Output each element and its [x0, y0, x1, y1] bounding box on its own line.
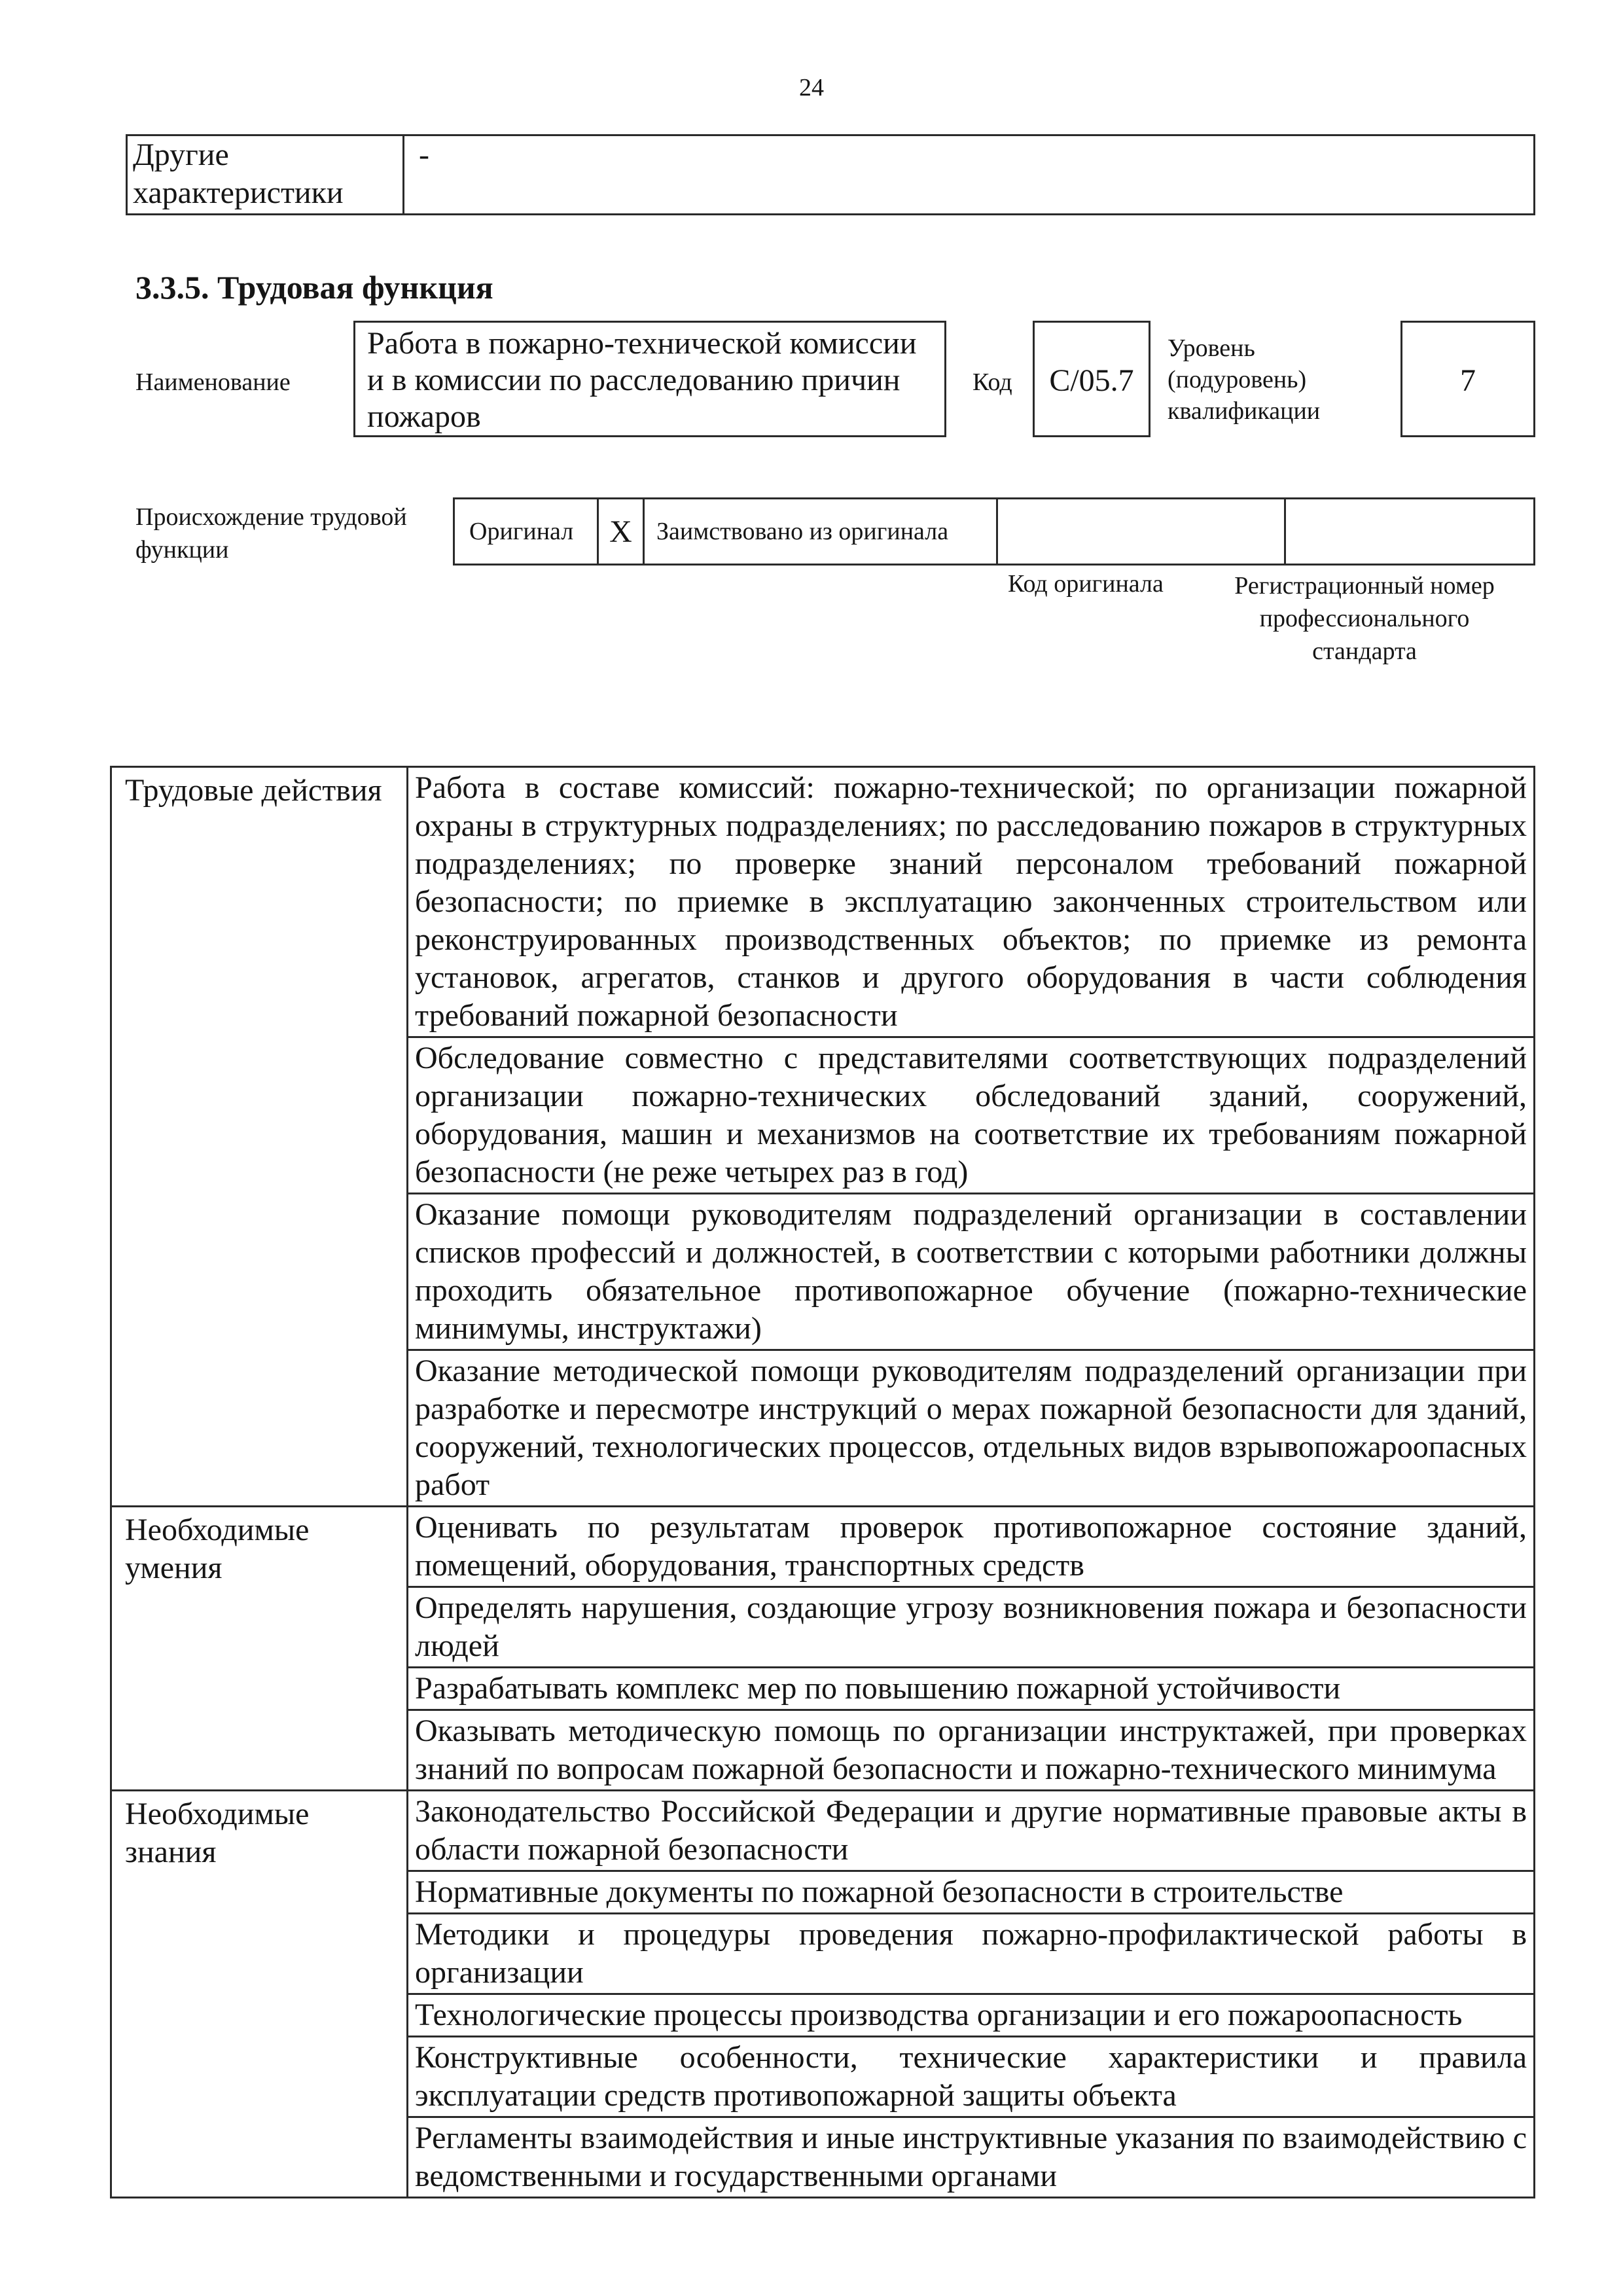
other-characteristics-label: Другие характеристики [127, 135, 404, 215]
qualification-level-box: 7 [1400, 321, 1535, 437]
item-cell: Работа в составе комиссий: пожарно-технической; по организации пожарной охраны в структурных подразделениях; по расследованию пожаров в структурных подразделениях; по проверке знаний персоналом требований пожарной безопасности; по приемке в эксплуатацию законченных строительством или реконструированных производственных объектов; по приемке из ремонта установок, агрегатов, станков и другого оборудования в части соблюдения требований пожарной безопасности [408, 767, 1535, 1037]
name-label: Наименование [135, 368, 291, 396]
other-characteristics-value: - [404, 135, 1535, 215]
origin-borrowed-cell: Заимствовано из оригинала [645, 499, 998, 564]
item-cell: Разрабатывать комплекс мер по повышению пожарной устойчивости [408, 1668, 1535, 1710]
other-characteristics-table [126, 134, 1535, 215]
item-cell: Технологические процессы производства организации и его пожароопасность [408, 1994, 1535, 2037]
item-cell: Методики и процедуры проведения пожарно-профилактической работы в организации [408, 1914, 1535, 1994]
table-row [111, 1791, 1535, 1871]
item-cell: Определять нарушения, создающие угрозу возникновения пожара и безопасности людей [408, 1587, 1535, 1668]
item-cell: Оказание помощи руководителям подразделений организации в составлении списков профессий и должностей, в соответствии с которыми работники должны проходить обязательное противопожарное обучение (пожарно-технические минимумы, инструктажи) [408, 1194, 1535, 1350]
item-cell: Законодательство Российской Федерации и другие нормативные правовые акты в области пожарной безопасности [408, 1791, 1535, 1871]
code-original-label: Код оригинала [1008, 570, 1164, 598]
category-cell: Необходимые умения [111, 1507, 408, 1791]
code-value-box: C/05.7 [1033, 321, 1150, 437]
table-row [111, 767, 1535, 1037]
origin-box [453, 497, 1535, 565]
origin-mark-cell: X [599, 499, 645, 564]
section-title: 3.3.5. Трудовая функция [135, 269, 493, 306]
item-cell: Обследование совместно с представителями соответствующих подразделений организации пожарно-технических обследований зданий, сооружений, оборудования, машин и механизмов на соответствие их требованиям пожарной безопасности (не реже четырех раз в год) [408, 1037, 1535, 1194]
labor-function-table [110, 766, 1535, 2198]
item-cell: Нормативные документы по пожарной безопасности в строительстве [408, 1871, 1535, 1914]
function-name-box: Работа в пожарно-технической комиссии и в комиссии по расследованию причин пожаров [353, 321, 946, 437]
item-cell: Регламенты взаимодействия и иные инструктивные указания по взаимодействию с ведомственными и государственными органами [408, 2117, 1535, 2198]
reg-number-label: Регистрационный номер профессионального стандарта [1234, 572, 1495, 665]
item-cell: Оказание методической помощи руководителям подразделений организации при разработке и пересмотре инструкций о мерах пожарной безопасности для зданий, сооружений, технологических процессов, отдельных видов взрывопожароопасных работ [408, 1350, 1535, 1507]
category-cell: Трудовые действия [111, 767, 408, 1507]
origin-reg-number-cell [1286, 499, 1533, 564]
code-label: Код [972, 368, 1012, 396]
origin-label: Происхождение трудовой функции [135, 503, 407, 564]
item-cell: Оказывать методическую помощь по организации инструктажей, при проверках знаний по вопросам пожарной безопасности и пожарно-технического минимума [408, 1710, 1535, 1791]
category-cell: Необходимые знания [111, 1791, 408, 2198]
origin-original-cell: Оригинал [455, 499, 599, 564]
table-row [111, 1507, 1535, 1587]
item-cell: Конструктивные особенности, технические характеристики и правила эксплуатации средств противопожарной защиты объекта [408, 2037, 1535, 2117]
qualification-level-label: Уровень (подуровень) квалификации [1168, 334, 1321, 425]
page-number: 24 [799, 74, 824, 101]
item-cell: Оценивать по результатам проверок противопожарное состояние зданий, помещений, оборудования, транспортных средств [408, 1507, 1535, 1587]
origin-code-cell [998, 499, 1286, 564]
